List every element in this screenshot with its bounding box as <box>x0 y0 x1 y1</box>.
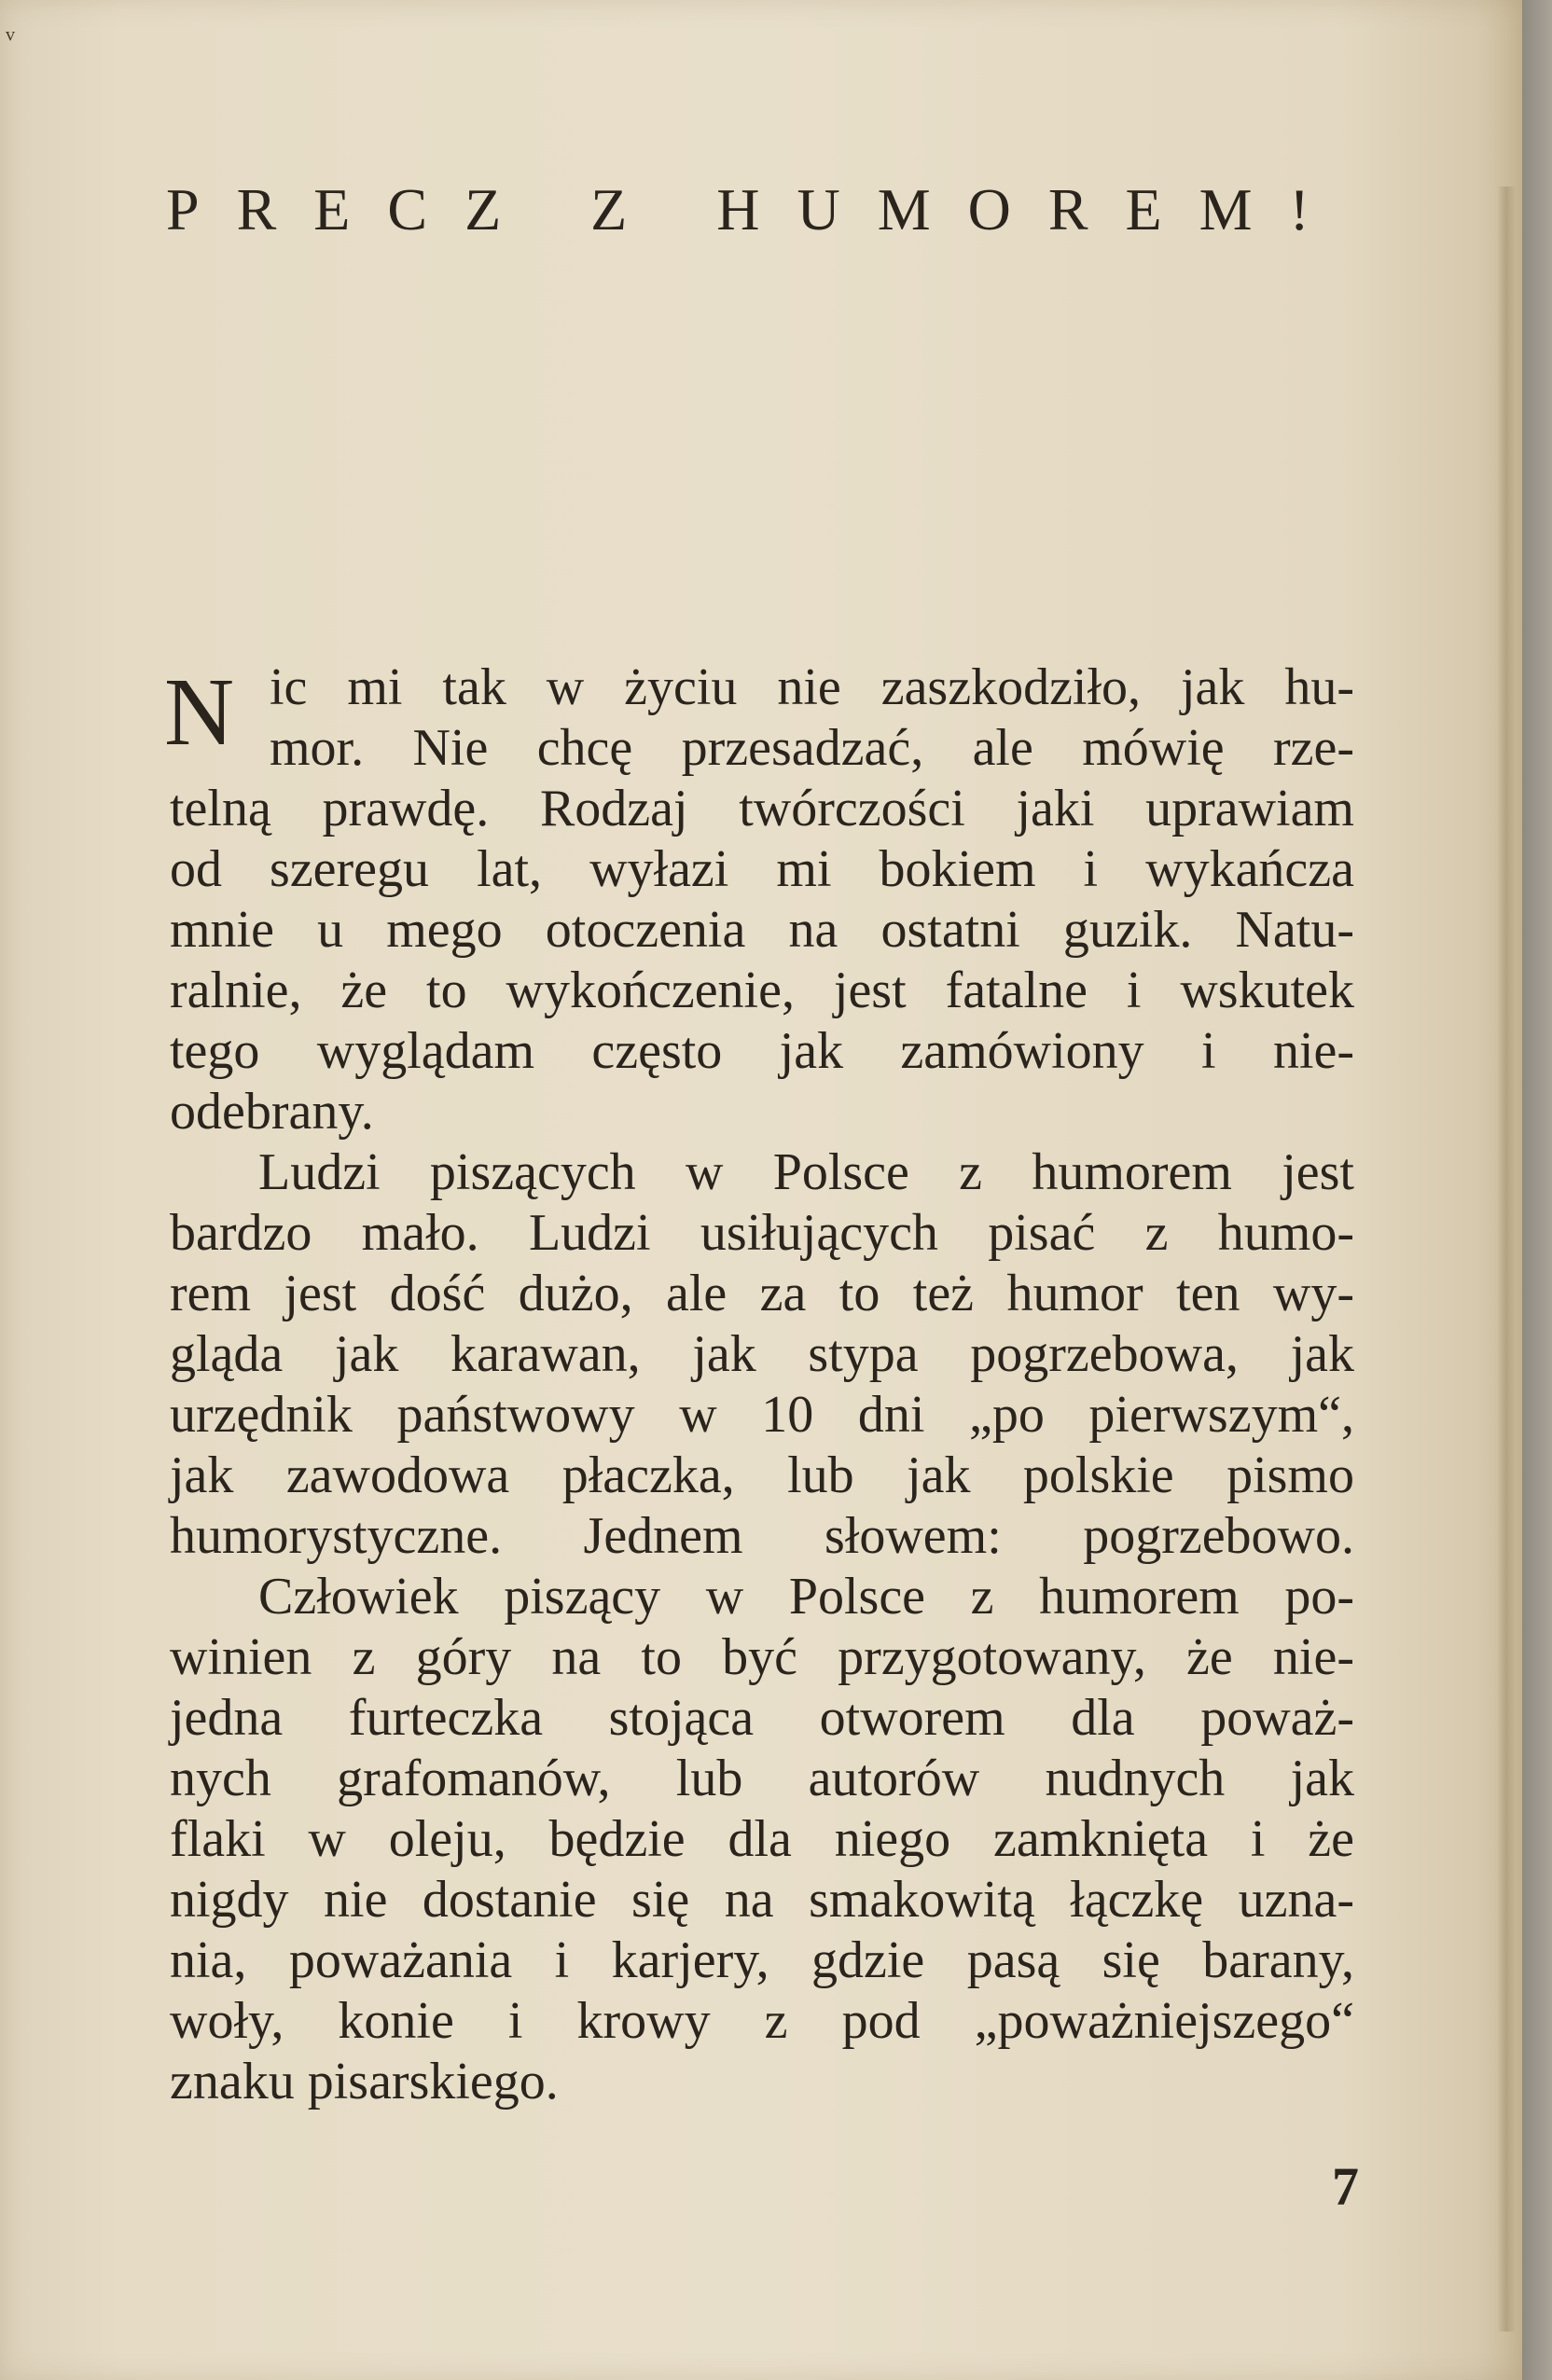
page-number: 7 <box>1332 2156 1359 2217</box>
chapter-title: PRECZ Z HUMOREM! <box>166 176 1347 242</box>
text-line: nigdy nie dostanie się na smakowitą łączkę uzna- <box>170 1871 1354 1929</box>
text-line: flaki w oleju, będzie dla niego zamknięta i że <box>170 1810 1354 1868</box>
body-text <box>170 657 1354 2112</box>
text-line: ralnie, że to wykończenie, jest fatalne i wskutek <box>170 962 1354 1019</box>
text-line: tego wyglądam często jak zamówiony i nie- <box>170 1022 1354 1080</box>
text-line: humorystyczne. Jednem słowem: pogrzebowo. <box>170 1507 1354 1565</box>
text-line: od szeregu lat, wyłazi mi bokiem i wykańcza <box>170 840 1354 898</box>
text-line: nia, poważania i karjery, gdzie pasą się barany, <box>170 1931 1354 1989</box>
drop-cap: N <box>164 658 235 766</box>
text-line: ic mi tak w życiu nie zaszkodziło, jak hu- <box>270 658 1354 716</box>
text-line: jedna furteczka stojąca otworem dla poważ- <box>170 1689 1354 1747</box>
text-line: odebrany. <box>170 1083 374 1141</box>
text-line: jak zawodowa płaczka, lub jak polskie pismo <box>170 1446 1354 1504</box>
text-line: bardzo mało. Ludzi usiłujących pisać z humo- <box>170 1204 1354 1262</box>
text-line: mnie u mego otoczenia na ostatni guzik. Natu- <box>170 901 1354 959</box>
text-line: mor. Nie chcę przesadzać, ale mówię rze- <box>270 719 1354 777</box>
text-line: Ludzi piszących w Polsce z humorem jest <box>258 1143 1354 1201</box>
text-line: znaku pisarskiego. <box>170 2053 559 2110</box>
text-line: telną prawdę. Rodzaj twórczości jaki uprawiam <box>170 780 1354 837</box>
text-line: gląda jak karawan, jak stypa pogrzebowa, jak <box>170 1325 1354 1383</box>
text-line: Człowiek piszący w Polsce z humorem po- <box>258 1568 1354 1626</box>
text-line: urzędnik państwowy w 10 dni „po pierwszym“, <box>170 1386 1354 1444</box>
background-surface <box>1522 0 1552 2380</box>
text-line: rem jest dość dużo, ale za to też humor ten wy- <box>170 1265 1354 1322</box>
corner-ink-mark: ᵛ <box>6 22 15 57</box>
text-line: winien z góry na to być przygotowany, że nie- <box>170 1628 1354 1686</box>
text-line: nych grafomanów, lub autorów nudnych jak <box>170 1750 1354 1807</box>
text-line: woły, konie i krowy z pod „poważniejszego“ <box>170 1992 1354 2050</box>
page-fold-shadow <box>1497 187 1516 2332</box>
